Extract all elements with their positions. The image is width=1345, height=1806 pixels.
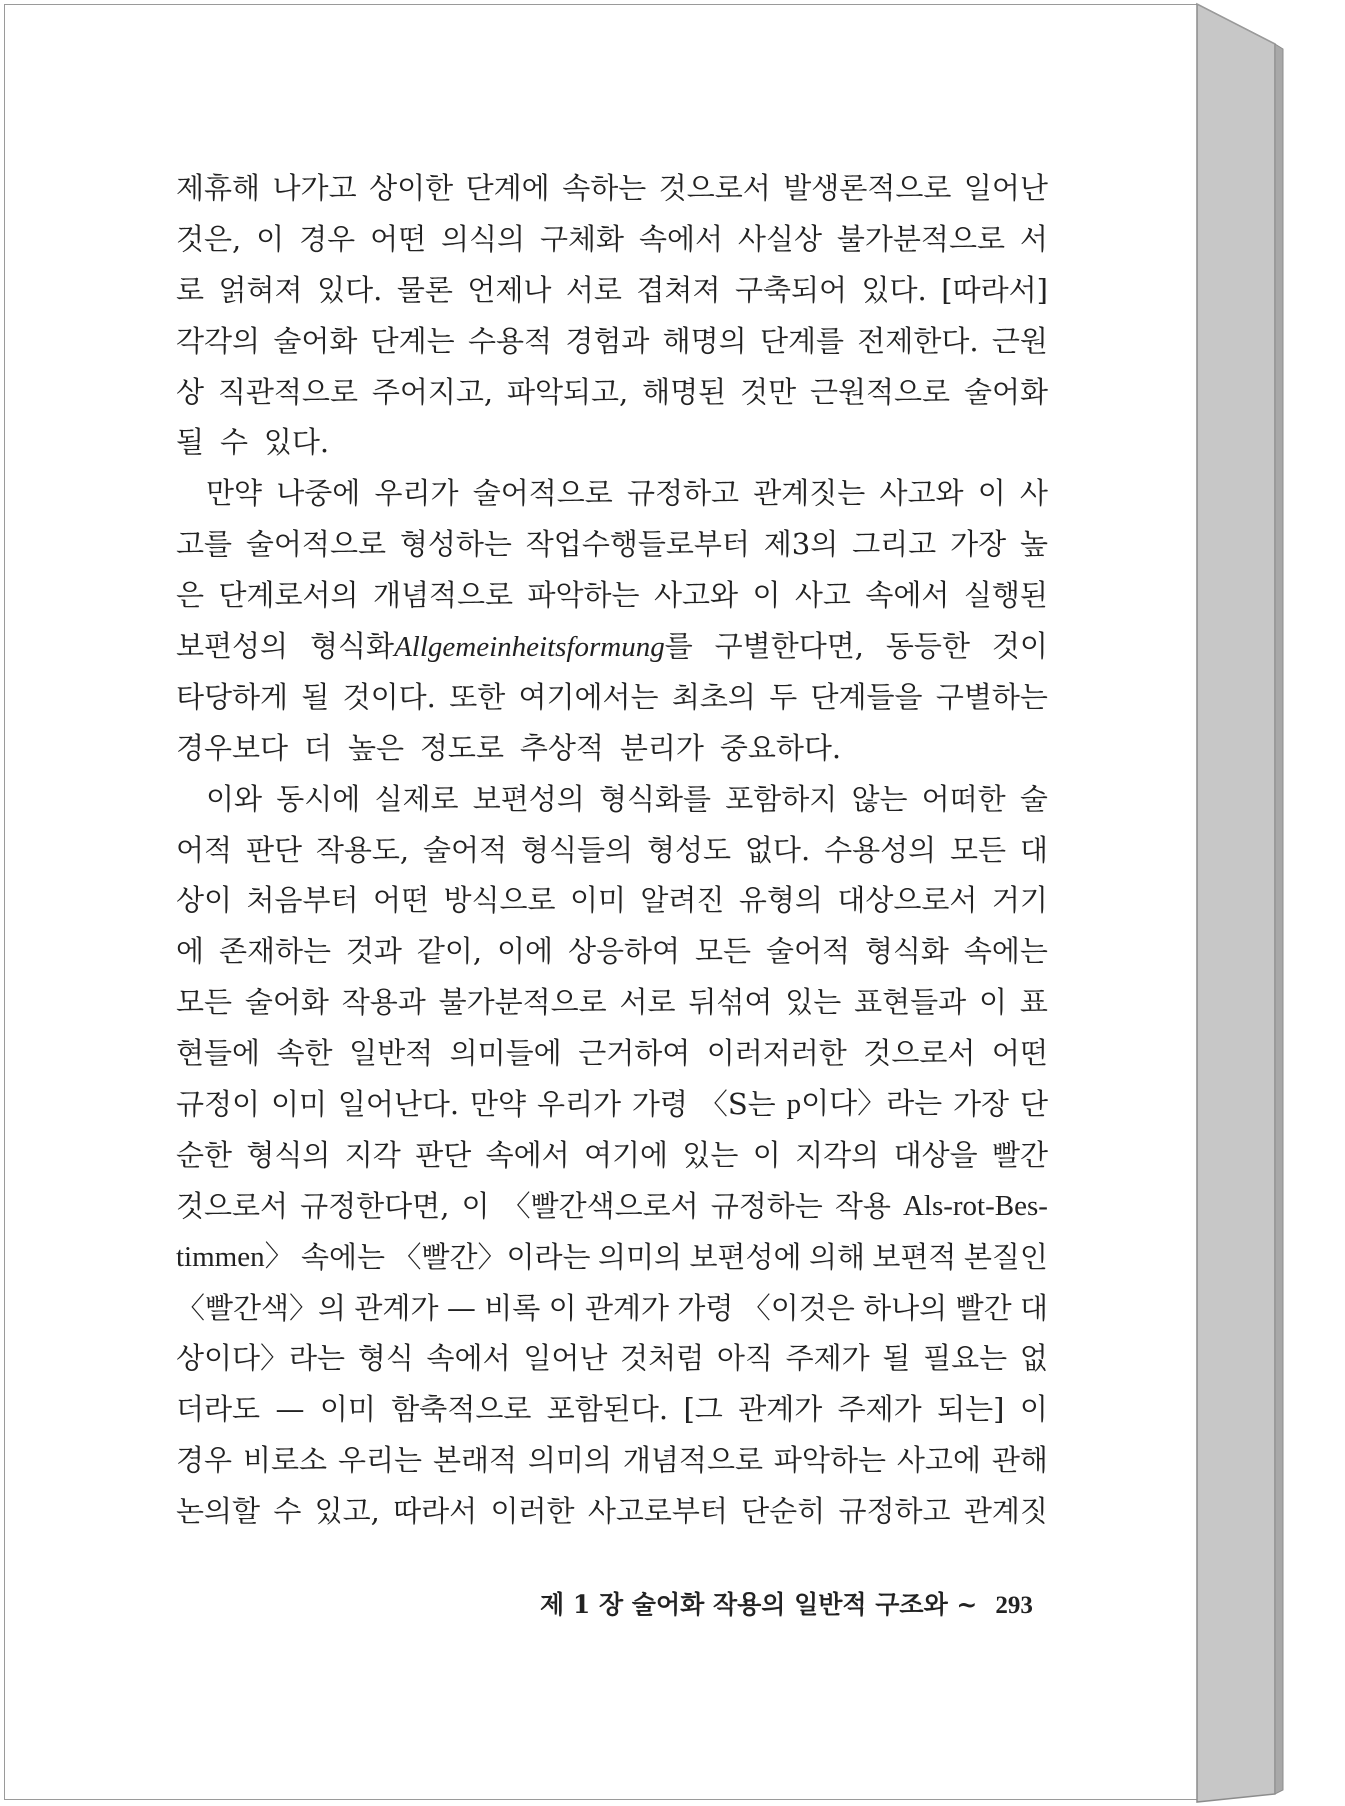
text-line: 모든 술어화 작용과 불가분적으로 서로 뒤섞여 있는 표현들과 이 표 (176, 985, 1048, 1020)
running-footer (540, 1585, 1033, 1621)
text-line: 상 직관적으로 주어지고, 파악되고, 해명된 것만 근원적으로 술어화 (176, 374, 1048, 409)
text-line: 이와 동시에 실제로 보편성의 형식화를 포함하지 않는 어떠한 술 (206, 781, 1048, 816)
page-number: 293 (995, 1592, 1033, 1619)
text-line: 순한 형식의 지각 판단 속에서 여기에 있는 이 지각의 대상을 빨간 (176, 1137, 1048, 1172)
text-line: 만약 나중에 우리가 술어적으로 규정하고 관계짓는 사고와 이 사 (206, 476, 1048, 511)
text-line: 논의할 수 있고, 따라서 이러한 사고로부터 단순히 규정하고 관계짓 (176, 1494, 1048, 1529)
text-line: 각각의 술어화 단계는 수용적 경험과 해명의 단계를 전제한다. 근원 (176, 323, 1048, 358)
text-line: 상이 처음부터 어떤 방식으로 이미 알려진 유형의 대상으로서 거기 (176, 883, 1048, 918)
text-line: 것은, 이 경우 어떤 의식의 구체화 속에서 사실상 불가분적으로 서 (176, 221, 1048, 256)
text-line: timmen〉 속에는 〈빨간〉이라는 의미의 보편성에 의해 보편적 본질인 (176, 1239, 1048, 1274)
text-line: 로 얽혀져 있다. 물론 언제나 서로 겹쳐져 구축되어 있다. [따라서] (176, 272, 1048, 307)
text-line: 타당하게 될 것이다. 또한 여기에서는 최초의 두 단계들을 구별하는 (176, 679, 1048, 714)
text-line: 〈빨간색〉의 관계가 — 비록 이 관계가 가령 〈이것은 하나의 빨간 대 (176, 1290, 1048, 1325)
text-line: 것으로서 규정한다면, 이 〈빨간색으로서 규정하는 작용 Als-rot-Bes- (176, 1188, 1048, 1223)
text-line: 고를 술어적으로 형성하는 작업수행들로부터 제3의 그리고 가장 높 (176, 527, 1048, 562)
footer-chapter-title: 제 1 장 술어화 작용의 일반적 구조와 ~ (540, 1590, 978, 1619)
text-line: 될 수 있다. (176, 425, 330, 460)
text-line: 경우 비로소 우리는 본래적 의미의 개념적으로 파악하는 사고에 관해 (176, 1443, 1048, 1478)
text-line: 어적 판단 작용도, 술어적 형식들의 형성도 없다. 수용성의 모든 대 (176, 832, 1048, 867)
text-line: 은 단계로서의 개념적으로 파악하는 사고와 이 사고 속에서 실행된 (176, 578, 1048, 613)
text-line: 상이다〉라는 형식 속에서 일어난 것처럼 아직 주제가 될 필요는 없 (176, 1341, 1048, 1376)
text-line: 보편성의 형식화Allgemeinheitsformung를 구별한다면, 동등한 것이 (176, 629, 1048, 664)
text-line: 더라도 — 이미 함축적으로 포함된다. [그 관계가 주제가 되는] 이 (176, 1392, 1048, 1427)
text-line: 에 존재하는 것과 같이, 이에 상응하여 모든 술어적 형식화 속에는 (176, 934, 1048, 969)
text-line: 경우보다 더 높은 정도로 추상적 분리가 중요하다. (176, 730, 842, 765)
text-line: 제휴해 나가고 상이한 단계에 속하는 것으로서 발생론적으로 일어난 (176, 171, 1048, 205)
book-spine-face (1197, 4, 1275, 1802)
book-spine-shade (1275, 44, 1283, 1794)
text-line: 규정이 이미 일어난다. 만약 우리가 가령 〈S는 p이다〉라는 가장 단 (176, 1087, 1048, 1122)
body-text (176, 163, 1048, 1537)
text-line: 현들에 속한 일반적 의미들에 근거하여 이러저러한 것으로서 어떤 (176, 1036, 1048, 1071)
spine-top-edge (1197, 4, 1275, 44)
